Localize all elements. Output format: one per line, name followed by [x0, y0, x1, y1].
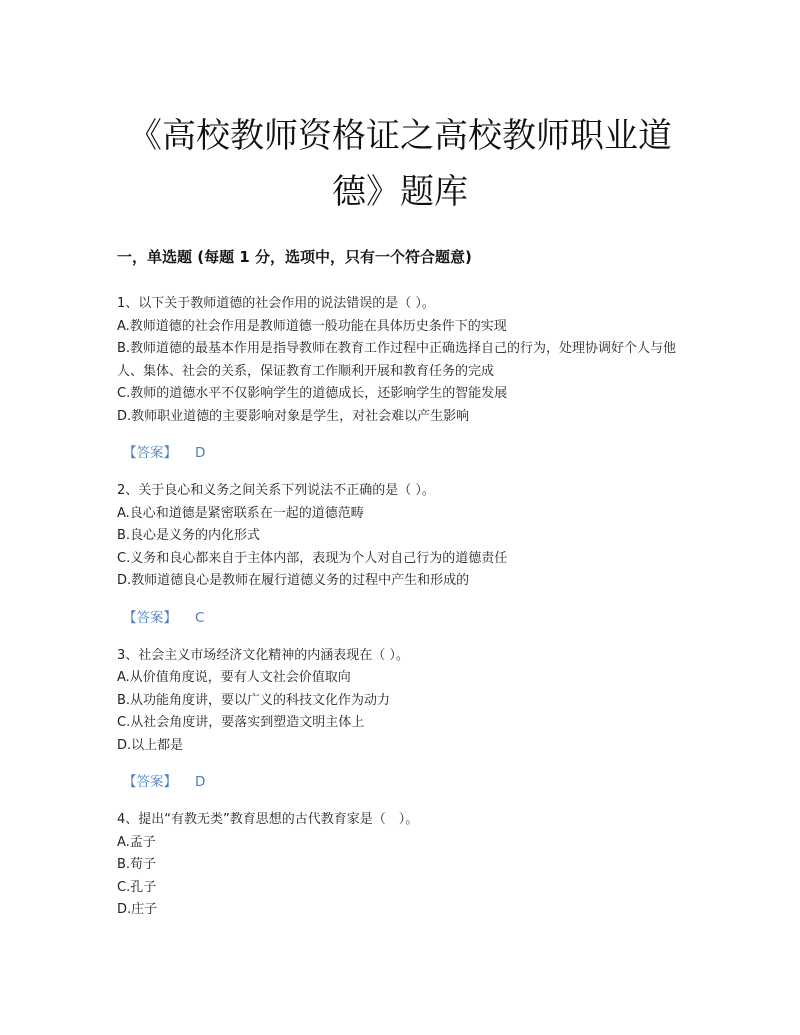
question-option: B.荀子 — [117, 857, 157, 872]
answer-label: 【答案】 — [123, 774, 177, 790]
question-option: D.教师道德良心是教师在履行道德义务的过程中产生和形成的 — [117, 573, 470, 588]
question-list — [117, 293, 687, 922]
question-3 — [117, 645, 687, 794]
question-option: A.孟子 — [117, 834, 156, 850]
question-option: C.孔子 — [117, 879, 157, 895]
document-title-line-2: 德》题库 — [332, 172, 468, 212]
question-4 — [117, 809, 687, 922]
question-option: A.从价值角度说，要有人文社会价值取向 — [117, 670, 351, 685]
question-option: C.义务和良心都来自于主体内部，表现为个人对自己行为的道德责任 — [117, 550, 508, 566]
question-stem: 3、社会主义市场经济文化精神的内涵表现在（ ）。 — [117, 647, 409, 663]
question-option: B.良心是义务的内化形式 — [117, 528, 261, 543]
question-option: B.教师道德的最基本作用是指导教师在教育工作过程中正确选择自己的行为，处理协调好个人与他人、集体、社会的关系，保证教育工作顺利开展和教育任务的完成 — [117, 341, 677, 379]
answer-value: D — [195, 445, 206, 461]
answer-label: 【答案】 — [123, 445, 177, 461]
section-heading: 一，单选题 (每题 1 分，选项中，只有一个符合题意) — [117, 248, 472, 266]
question-2 — [117, 480, 687, 629]
question-1 — [117, 293, 687, 464]
question-option: D.教师职业道德的主要影响对象是学生，对社会难以产生影响 — [117, 408, 470, 424]
answer-line — [123, 442, 687, 464]
question-option: C.从社会角度讲，要落实到塑造文明主体上 — [117, 715, 365, 730]
question-option: C.教师的道德水平不仅影响学生的道德成长，还影响学生的智能发展 — [117, 386, 508, 401]
question-option: A.教师道德的社会作用是教师道德一般功能在具体历史条件下的实现 — [117, 318, 507, 334]
answer-value: D — [195, 774, 206, 790]
question-stem: 2、关于良心和义务之间关系下列说法不正确的是（ ）。 — [117, 483, 435, 498]
question-option: A.良心和道德是紧密联系在一起的道德范畴 — [117, 505, 364, 521]
document-title — [110, 108, 690, 220]
question-option: D.以上都是 — [117, 737, 184, 753]
answer-value: C — [195, 609, 205, 626]
question-option: D.庄子 — [117, 902, 158, 917]
question-stem: 1、以下关于教师道德的社会作用的说法错误的是（ ）。 — [117, 296, 435, 311]
answer-label: 【答案】 — [123, 609, 177, 626]
answer-line — [123, 607, 687, 629]
document-title-line-1: 《高校教师资格证之高校教师职业道 — [128, 116, 672, 156]
question-stem: 4、提出“有教无类”教育思想的古代教育家是（ ）。 — [117, 812, 419, 827]
answer-line — [123, 771, 687, 793]
question-option: B.从功能角度讲，要以广义的科技文化作为动力 — [117, 692, 391, 708]
